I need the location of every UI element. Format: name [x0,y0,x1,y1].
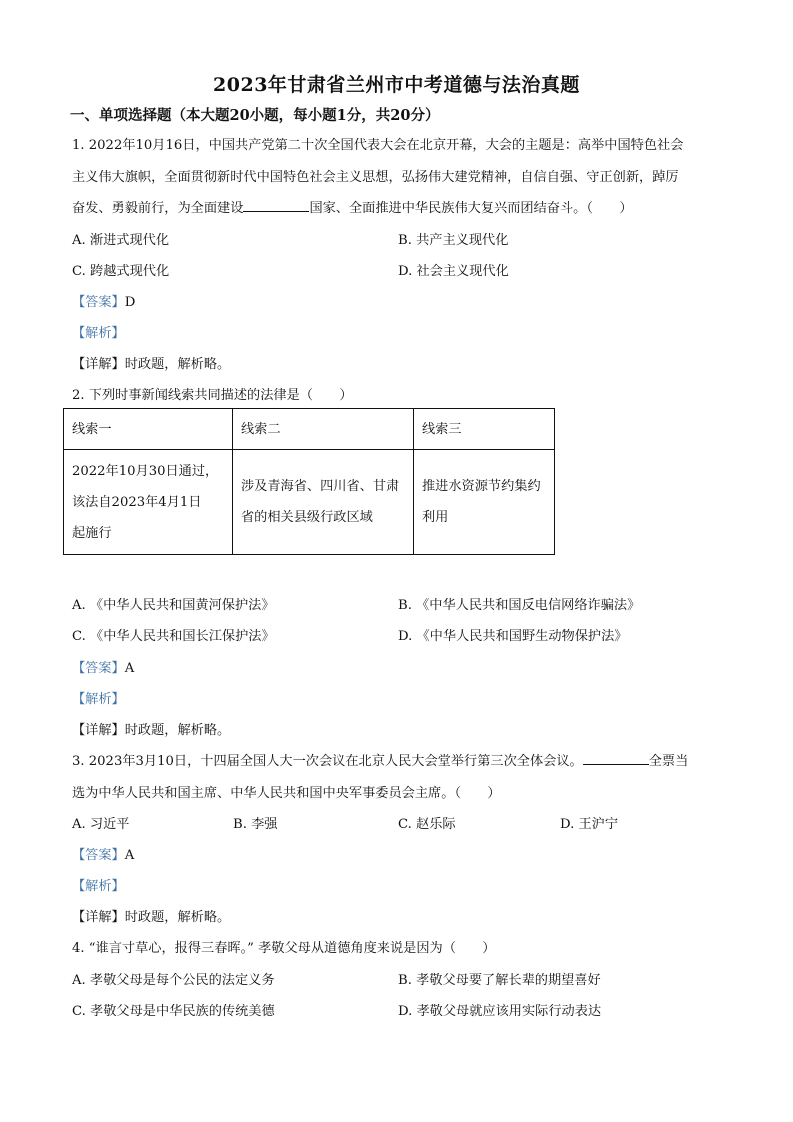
table-header-3: 线索三 [414,409,555,450]
q4-option-a: A. 孝敬父母是每个公民的法定义务 [72,973,275,988]
q1-option-a: A. 渐进式现代化 [72,233,170,248]
q1-answer: 【答案】D [72,295,136,310]
table-cell-3: 推进水资源节约集约 利用 [414,450,555,555]
q2-detail: 【详解】时政题，解析略。 [72,723,231,738]
q1-option-c: C. 跨越式现代化 [72,264,170,279]
fill-blank [583,752,649,765]
q2-option-c: C. 《中华人民共和国长江保护法》 [72,629,275,644]
q3-option-a: A. 习近平 [72,817,130,832]
question-1-line-1: 1. 2022年10月16日，中国共产党第二十次全国代表大会在北京开幕，大会的主题是：高举中国特色社会 [72,138,684,153]
q3-analysis: 【解析】 [72,879,125,894]
q2-option-b: B. 《中华人民共和国反电信网络诈骗法》 [398,598,641,613]
q3-option-d: D. 王沪宁 [560,817,619,832]
question-2-line-1: 2. 下列时事新闻线索共同描述的法律是（ ） [72,388,353,403]
q1-option-b: B. 共产主义现代化 [398,233,509,248]
question-3-line-2: 选为中华人民共和国主席、中华人民共和国中央军事委员会主席。（ ） [72,786,501,801]
page-title: 2023年甘肃省兰州市中考道德与法治真题 [213,74,580,96]
clues-table [63,408,555,555]
table-cell-1: 2022年10月30日通过， 该法自2023年4月1日 起施行 [64,450,233,555]
q4-option-c: C. 孝敬父母是中华民族的传统美德 [72,1004,275,1019]
q4-option-d: D. 孝敬父母就应该用实际行动表达 [398,1004,602,1019]
q2-option-d: D. 《中华人民共和国野生动物保护法》 [398,629,628,644]
q1-analysis: 【解析】 [72,326,125,341]
q3-detail: 【详解】时政题，解析略。 [72,910,231,925]
q1-option-d: D. 社会主义现代化 [398,264,509,279]
q3-option-b: B. 李强 [233,817,278,832]
question-3-line-1: 3. 2023年3月10日，十四届全国人大一次会议在北京人民大会堂举行第三次全体会议。 全票当 [72,754,689,769]
table-cell-2: 涉及青海省、四川省、甘肃 省的相关县级行政区域 [233,450,414,555]
q2-analysis: 【解析】 [72,692,125,707]
section-heading: 一、单项选择题（本大题20小题，每小题1分，共20分） [70,107,440,124]
q2-answer: 【答案】A [72,661,135,676]
q2-option-a: A. 《中华人民共和国黄河保护法》 [72,598,275,613]
table-header-1: 线索一 [64,409,233,450]
q3-option-c: C. 赵乐际 [398,817,456,832]
q3-answer: 【答案】A [72,848,135,863]
fill-blank [243,199,309,212]
question-4-line-1: 4. “谁言寸草心，报得三春晖。” 孝敬父母从道德角度来说是因为（ ） [72,941,496,956]
question-1-line-2: 主义伟大旗帜，全面贯彻新时代中国特色社会主义思想，弘扬伟大建党精神，自信自强、守正创新，踔厉 [72,170,679,185]
q1-detail: 【详解】时政题，解析略。 [72,357,231,372]
table-header-2: 线索二 [233,409,414,450]
question-1-line-3: 奋发、勇毅前行，为全面建设 国家、全面推进中华民族伟大复兴而团结奋斗。（ ） [72,201,633,216]
q4-option-b: B. 孝敬父母要了解长辈的期望喜好 [398,973,601,988]
